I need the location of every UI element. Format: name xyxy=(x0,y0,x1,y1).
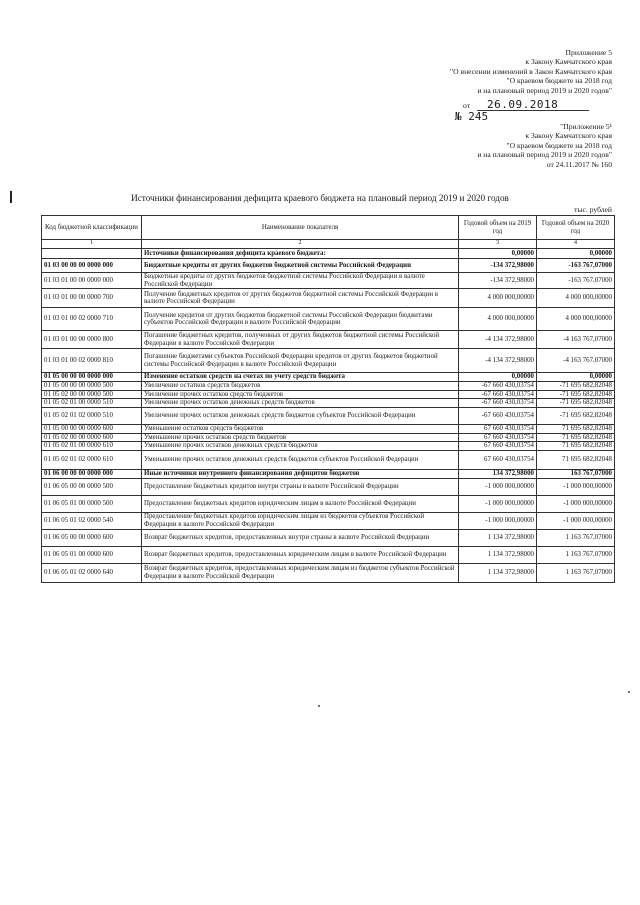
table-row xyxy=(42,450,615,469)
column-numbers-row xyxy=(42,240,615,249)
header-line: "О краевом бюджете на 2018 год xyxy=(506,76,612,86)
row-value-2019: 1 134 372,98000 xyxy=(459,563,537,582)
row-name: Источники финансирования дефицита краевого бюджета: xyxy=(142,249,459,259)
row-code: 01 03 01 00 00 0000 000 xyxy=(42,273,142,289)
table-row xyxy=(42,433,615,442)
header-line: "Приложение 5¹ xyxy=(560,122,612,131)
table-header-row xyxy=(42,216,615,240)
row-value-2019: -1 000 000,00000 xyxy=(459,478,537,495)
header-line: "О краевом бюджете на 2018 год xyxy=(506,140,612,150)
row-name: Уменьшение прочих остатков денежных средств бюджетов xyxy=(142,442,459,451)
table-row xyxy=(42,563,615,582)
table-row xyxy=(42,399,615,408)
header-2019: Годовой объем на 2019 год xyxy=(459,216,537,240)
row-value-2019: 67 660 430,03754 xyxy=(459,450,537,469)
header-code: Код бюджетной классификации xyxy=(42,216,142,240)
row-name: Предоставление бюджетных кредитов юридическим лицам из бюджетов субъектов Российской Федерации в валюте Российской Федерации xyxy=(142,512,459,529)
scan-speck xyxy=(628,691,630,693)
row-code: 01 03 01 00 02 0000 810 xyxy=(42,349,142,373)
row-code: 01 06 05 01 02 0000 640 xyxy=(42,563,142,582)
document-title: Источники финансирования дефицита краевого бюджета на плановый период 2019 и 2020 годов xyxy=(131,193,509,203)
row-name: Бюджетные кредиты от других бюджетов бюджетной системы Российской Федерации в валюте Российской Федерации xyxy=(142,273,459,289)
row-name: Увеличение прочих остатков денежных средств бюджетов субъектов Российской Федерации xyxy=(142,407,459,424)
table-row xyxy=(42,273,615,289)
row-value-2019: 1 134 372,98000 xyxy=(459,529,537,546)
row-code: 01 05 02 00 00 0000 500 xyxy=(42,390,142,399)
row-name: Предоставление бюджетных кредитов юридическим лицам в валюте Российской Федерации xyxy=(142,495,459,512)
row-value-2019: 1 134 372,98000 xyxy=(459,546,537,563)
row-value-2020: -1 000 000,00000 xyxy=(537,495,615,512)
row-value-2019: -4 134 372,98000 xyxy=(459,331,537,349)
row-code: 01 05 02 01 02 0000 610 xyxy=(42,450,142,469)
ot-label: от xyxy=(463,101,471,110)
table-row xyxy=(42,331,615,349)
row-value-2020: -71 695 682,82048 xyxy=(537,399,615,408)
row-code: 01 05 00 00 00 0000 600 xyxy=(42,424,142,433)
row-value-2020: -71 695 682,82048 xyxy=(537,382,615,391)
row-code: 01 05 00 00 00 0000 500 xyxy=(42,382,142,391)
row-code xyxy=(42,249,142,259)
row-name: Увеличение остатков средств бюджетов xyxy=(142,382,459,391)
table-row xyxy=(42,546,615,563)
table-row xyxy=(42,390,615,399)
row-value-2019: -134 372,98000 xyxy=(459,259,537,273)
appendix-header-bottom xyxy=(352,122,612,169)
row-code: 01 05 02 01 00 0000 610 xyxy=(42,442,142,451)
header-line: и на плановый период 2019 и 2020 годов" xyxy=(477,150,612,160)
table-row xyxy=(42,512,615,529)
row-value-2019: 67 660 430,03754 xyxy=(459,433,537,442)
row-value-2019: -67 660 430,03754 xyxy=(459,382,537,391)
row-value-2020: -71 695 682,82048 xyxy=(537,407,615,424)
row-name: Уменьшение прочих остатков средств бюджетов xyxy=(142,433,459,442)
col-number: 1 xyxy=(42,240,142,249)
header-2020: Годовой объем на 2020 год xyxy=(537,216,615,240)
table-row xyxy=(42,382,615,391)
header-line: "О внесении изменений в Закон Камчатского края xyxy=(450,66,612,76)
row-name: Погашение бюджетами субъектов Российской Федерации кредитов от других бюджетов бюджетной системы Российской Федерации в валюте Российской Федерации xyxy=(142,349,459,373)
row-value-2019: 134 372,98000 xyxy=(459,469,537,478)
table-row xyxy=(42,478,615,495)
row-value-2019: 4 000 000,00000 xyxy=(459,289,537,308)
table-body xyxy=(42,249,615,583)
row-value-2020: 1 163 767,07000 xyxy=(537,546,615,563)
row-value-2020: 71 695 682,82048 xyxy=(537,424,615,433)
row-value-2019: -67 660 430,03754 xyxy=(459,399,537,408)
row-value-2020: -1 000 000,00000 xyxy=(537,512,615,529)
row-value-2020: 71 695 682,82048 xyxy=(537,433,615,442)
handwritten-number: № 245 xyxy=(455,110,489,123)
col-number: 2 xyxy=(142,240,459,249)
row-code: 01 06 05 01 00 0000 500 xyxy=(42,495,142,512)
row-name: Иные источники внутреннего финансирования дефицитов бюджетов xyxy=(142,469,459,478)
row-code: 01 05 02 01 02 0000 510 xyxy=(42,407,142,424)
units-label: тыс. рублей xyxy=(574,205,612,214)
table-row xyxy=(42,289,615,308)
handwritten-date: 26.09.2018 xyxy=(487,98,559,111)
row-value-2020: 1 163 767,07000 xyxy=(537,563,615,582)
row-code: 01 06 00 00 00 0000 000 xyxy=(42,469,142,478)
row-value-2020: -163 767,07000 xyxy=(537,273,615,289)
row-name: Возврат бюджетных кредитов, предоставленных юридическим лицам в валюте Российской Федерации xyxy=(142,546,459,563)
row-value-2019: 0,00000 xyxy=(459,249,537,259)
row-value-2019: 0,00000 xyxy=(459,373,537,382)
table-row xyxy=(42,259,615,273)
row-code: 01 03 00 00 00 0000 000 xyxy=(42,259,142,273)
col-number: 3 xyxy=(459,240,537,249)
row-value-2019: -134 372,98000 xyxy=(459,273,537,289)
row-value-2020: -71 695 682,82048 xyxy=(537,390,615,399)
row-name: Увеличение прочих остатков средств бюджетов xyxy=(142,390,459,399)
row-name: Уменьшение прочих остатков денежных средств бюджетов субъектов Российской Федерации xyxy=(142,450,459,469)
row-value-2020: 4 000 000,00000 xyxy=(537,289,615,308)
header-line: к Закону Камчатского края xyxy=(525,57,612,67)
row-code: 01 06 05 00 00 0000 600 xyxy=(42,529,142,546)
row-value-2020: 4 000 000,00000 xyxy=(537,308,615,331)
row-code: 01 03 01 00 02 0000 710 xyxy=(42,308,142,331)
row-value-2019: 67 660 430,03754 xyxy=(459,442,537,451)
row-code: 01 05 02 00 00 0000 600 xyxy=(42,433,142,442)
header-line: Приложение 5 xyxy=(565,48,612,57)
header-name: Наименование показателя xyxy=(142,216,459,240)
row-value-2020: 0,00000 xyxy=(537,249,615,259)
table-row xyxy=(42,469,615,478)
row-value-2020: 0,00000 xyxy=(537,373,615,382)
row-value-2020: -4 163 767,07000 xyxy=(537,331,615,349)
row-value-2019: 4 000 000,00000 xyxy=(459,308,537,331)
row-code: 01 06 05 00 00 0000 500 xyxy=(42,478,142,495)
row-value-2019: -67 660 430,03754 xyxy=(459,390,537,399)
financing-sources-table xyxy=(41,215,615,583)
table-row xyxy=(42,249,615,259)
row-name: Изменение остатков средств на счетах по учету средств бюджета xyxy=(142,373,459,382)
row-name: Уменьшение остатков средств бюджетов xyxy=(142,424,459,433)
row-name: Получение бюджетных кредитов от других бюджетов бюджетной системы Российской Федерации в валюте Российской Федерации xyxy=(142,289,459,308)
row-code: 01 06 05 01 00 0000 600 xyxy=(42,546,142,563)
scan-speck xyxy=(318,705,320,707)
row-value-2019: 67 660 430,03754 xyxy=(459,424,537,433)
table-row xyxy=(42,442,615,451)
row-value-2019: -4 134 372,98000 xyxy=(459,349,537,373)
table-row xyxy=(42,424,615,433)
row-value-2020: 71 695 682,82048 xyxy=(537,442,615,451)
row-name: Предоставление бюджетных кредитов внутри страны в валюте Российской Федерации xyxy=(142,478,459,495)
table-row xyxy=(42,373,615,382)
row-value-2019: -67 660 430,03754 xyxy=(459,407,537,424)
table-row xyxy=(42,529,615,546)
row-value-2020: 1 163 767,07000 xyxy=(537,529,615,546)
row-name: Бюджетные кредиты от других бюджетов бюджетной системы Российской Федерации xyxy=(142,259,459,273)
row-code: 01 06 05 01 02 0000 540 xyxy=(42,512,142,529)
row-value-2019: -1 000 000,00000 xyxy=(459,495,537,512)
row-name: Увеличение прочих остатков денежных средств бюджетов xyxy=(142,399,459,408)
handwritten-date-number xyxy=(455,98,615,124)
table-row xyxy=(42,308,615,331)
row-name: Получение кредитов от других бюджетов бюджетной системы Российской Федерации бюджетами субъектов Российской Федерации в валюте Российской Федерации xyxy=(142,308,459,331)
underline-divider xyxy=(477,110,589,111)
row-code: 01 03 01 00 00 0000 700 xyxy=(42,289,142,308)
col-number: 4 xyxy=(537,240,615,249)
row-value-2020: -163 767,07000 xyxy=(537,259,615,273)
row-name: Возврат бюджетных кредитов, предоставленных внутри страны в валюте Российской Федерации xyxy=(142,529,459,546)
row-code: 01 05 00 00 00 0000 000 xyxy=(42,373,142,382)
row-value-2020: 71 695 682,82048 xyxy=(537,450,615,469)
row-name: Возврат бюджетных кредитов, предоставленных юридическим лицам из бюджетов субъектов Российской Федерации в валюте Российской Федерации xyxy=(142,563,459,582)
table-row xyxy=(42,495,615,512)
row-value-2019: -1 000 000,00000 xyxy=(459,512,537,529)
header-line: от 24.11.2017 № 160 xyxy=(546,159,612,169)
row-code: 01 03 01 00 00 0000 800 xyxy=(42,331,142,349)
row-value-2020: 163 767,07000 xyxy=(537,469,615,478)
row-value-2020: -4 163 767,07000 xyxy=(537,349,615,373)
table-row xyxy=(42,349,615,373)
row-code: 01 05 02 01 00 0000 510 xyxy=(42,399,142,408)
row-value-2020: -1 000 000,00000 xyxy=(537,478,615,495)
table-row xyxy=(42,407,615,424)
header-line: к Закону Камчатского края xyxy=(525,131,612,141)
row-name: Погашение бюджетных кредитов, полученных от других бюджетов бюджетной системы Российской Федерации в валюте Российской Федерации xyxy=(142,331,459,349)
appendix-header-top xyxy=(282,48,612,95)
header-line: и на плановый период 2019 и 2020 годов" xyxy=(477,85,612,95)
